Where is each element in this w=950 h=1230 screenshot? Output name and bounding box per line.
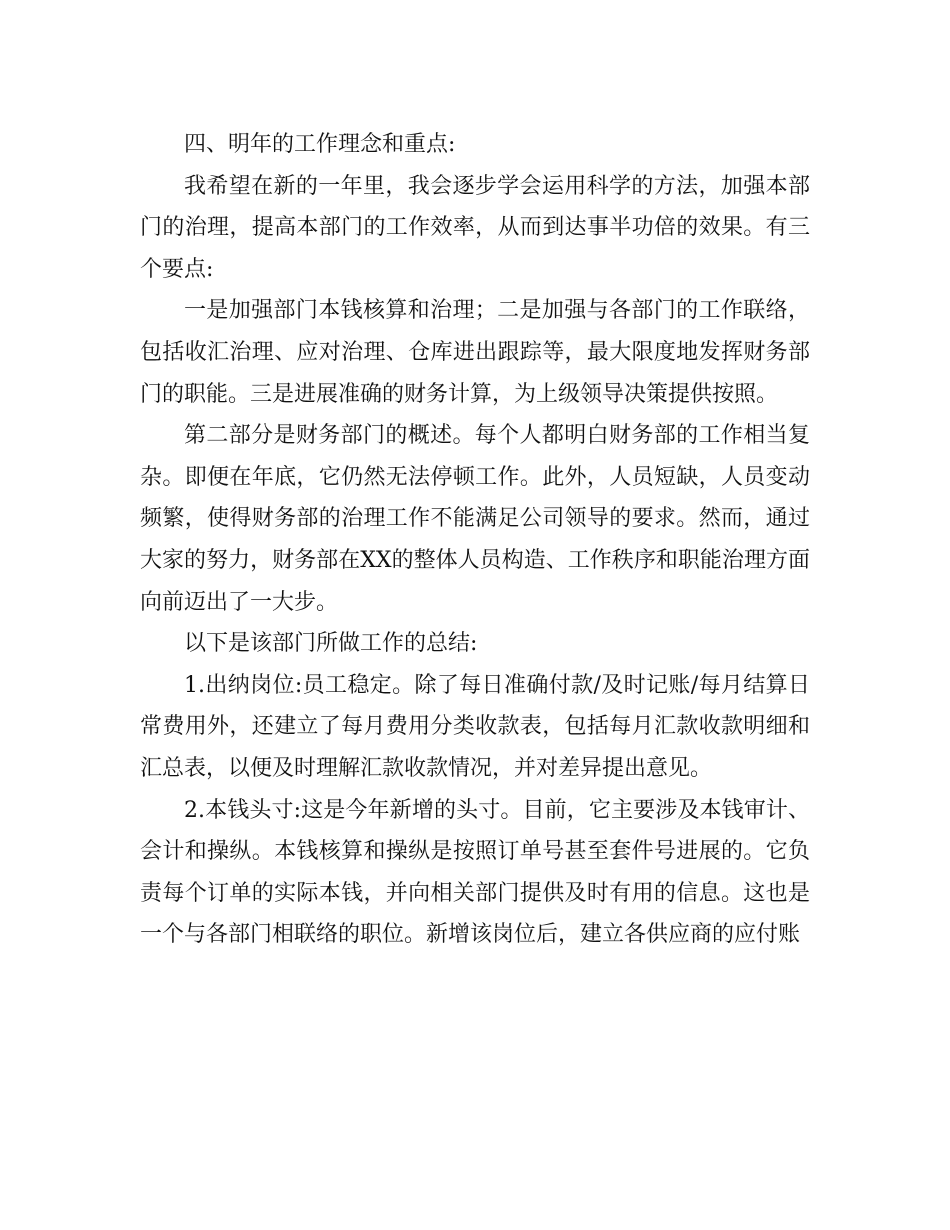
- section-heading: 四、明年的工作理念和重点:: [184, 132, 456, 157]
- paragraph-cost-position: 2.本钱头寸:这是今年新增的头寸。目前，它主要涉及本钱审计、会计和操纵。本钱核算和操纵是按照订单号甚至套件号进展的。它负责每个订单的实际本钱，并向相关部门提供及时有用的信息。这也是一个与各部门相联络的职位。新增该岗位后，建立各供应商的应付账: [140, 797, 810, 948]
- paragraph-hope: 我希望在新的一年里，我会逐步学会运用科学的方法，加强本部门的治理，提高本部门的工作效率，从而到达事半功倍的效果。有三个要点:: [140, 173, 810, 282]
- paragraph-cashier: 1.出纳岗位:员工稳定。除了每日准确付款/及时记账/每月结算日常费用外，还建立了每月费用分类收款表，包括每月汇款收款明细和汇总表，以便及时理解汇款收款情况，并对差异提出意见。: [140, 672, 810, 781]
- paragraph-overview: 第二部分是财务部门的概述。每个人都明白财务部的工作相当复杂。即便在年底，它仍然无法停顿工作。此外，人员短缺，人员变动频繁，使得财务部的治理工作不能满足公司领导的要求。然而，通过大家的努力，财务部在XX的整体人员构造、工作秩序和职能治理方面向前迈出了一大步。: [140, 423, 810, 615]
- paragraph-key-points: 一是加强部门本钱核算和治理；二是加强与各部门的工作联络，包括收汇治理、应对治理、仓库进出跟踪等，最大限度地发挥财务部门的职能。三是进展准确的财务计算，为上级领导决策提供按照。: [140, 298, 810, 407]
- document-page: [140, 124, 810, 956]
- paragraph-summary-intro: 以下是该部门所做工作的总结:: [184, 631, 478, 657]
